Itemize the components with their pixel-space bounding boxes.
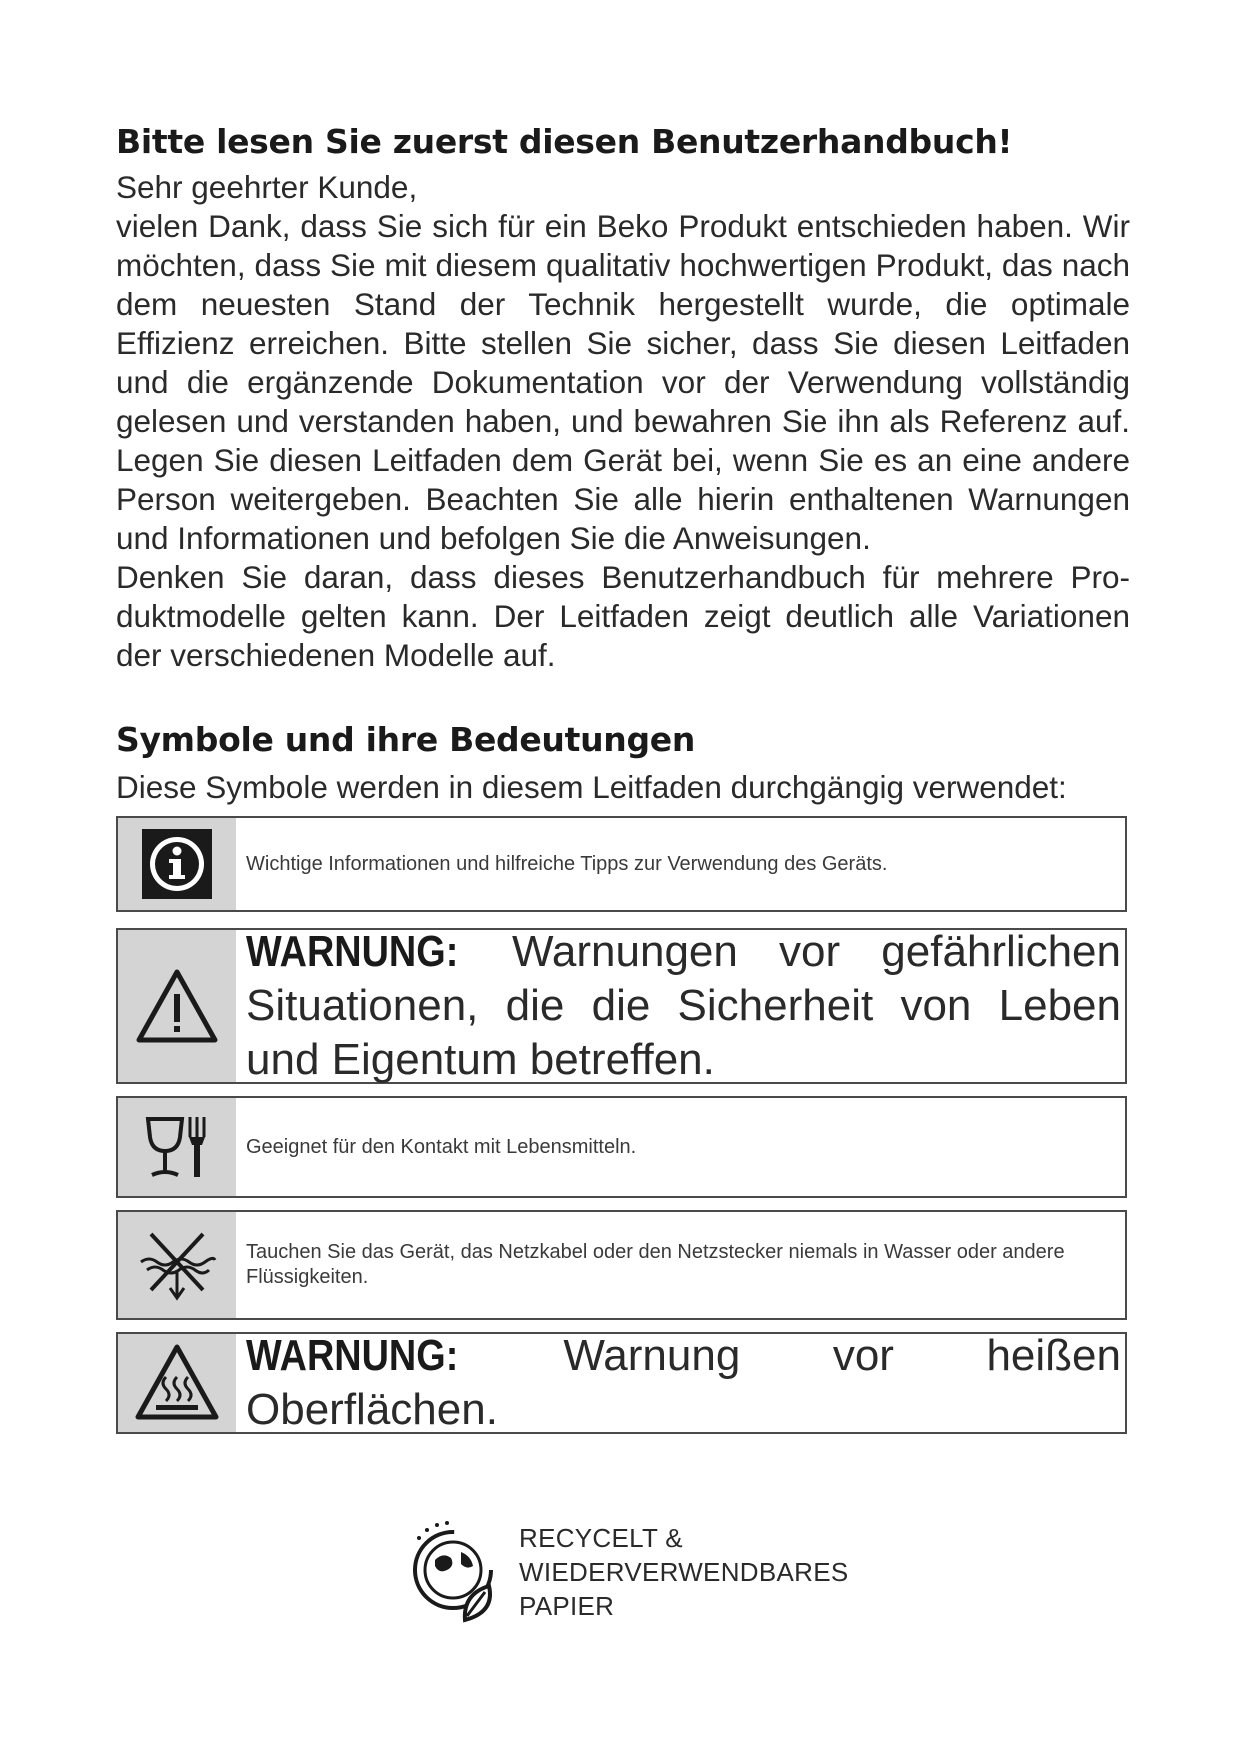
warning-triangle-icon: [135, 968, 219, 1044]
info-icon: [142, 829, 212, 899]
recycled-paper-icon: [405, 1516, 505, 1628]
symbol-cell: [118, 1212, 236, 1318]
hot-surface-icon: [134, 1343, 220, 1423]
recycled-paper-label: [519, 1521, 849, 1623]
warning-text: Warnung vor heißen Oberflächen.: [246, 1331, 1121, 1434]
symbol-cell: [118, 818, 236, 910]
no-water-immersion-icon: [137, 1228, 217, 1302]
symbol-row-food-safe: [116, 1096, 1127, 1198]
intro-text: [116, 168, 1130, 675]
manual-page: [116, 118, 1130, 807]
symbol-cell: [118, 1334, 236, 1432]
recycle-line-3: PAPIER: [519, 1591, 615, 1621]
symbol-row-warning: [116, 928, 1127, 1084]
symbol-description: [236, 1331, 1125, 1434]
symbol-description: Tauchen Sie das Gerät, das Netzkabel oder den Netzstecker niemals in Wasser oder andere Flüssigkeiten.: [246, 1241, 1065, 1288]
symbol-cell: [118, 930, 236, 1082]
food-safe-icon: [142, 1111, 212, 1183]
symbol-description: Geeignet für den Kontakt mit Lebensmitteln.: [246, 1135, 637, 1158]
intro-paragraph-2: Denken Sie daran, dass dieses Benutzerhandbuch für mehrere Produktmodelle gelten kann. Der Leitfaden zeigt deutlich alle Variationen der verschiedenen Modelle auf.: [116, 559, 1130, 673]
symbol-row-info: [116, 816, 1127, 912]
greeting: Sehr geehrter Kunde,: [116, 169, 418, 205]
symbol-row-hot-surface: [116, 1332, 1127, 1434]
recycled-paper-badge: [405, 1516, 849, 1628]
warning-label: WARNUNG:: [246, 1331, 459, 1380]
symbol-cell: [118, 1098, 236, 1196]
page-title: Bitte lesen Sie zuerst diesen Benutzerhandbuch!: [116, 122, 1013, 161]
warning-label: WARNUNG:: [246, 927, 459, 976]
symbol-description: [236, 927, 1125, 1084]
recycle-line-2: WIEDERVERWENDBARES: [519, 1557, 849, 1587]
symbols-lead: Diese Symbole werden in diesem Leitfaden durchgängig verwendet:: [116, 769, 1067, 805]
recycle-line-1: RECYCELT &: [519, 1523, 683, 1553]
warning-text: Warnungen vor gefährlichen Situationen, die die Sicherheit von Leben und Eigentum betreffen.: [246, 927, 1121, 1084]
intro-paragraph-1: vielen Dank, dass Sie sich für ein Beko Produkt entschieden haben. Wir möchten, dass Sie mit diesem qualitativ hochwertigen Produkt, das nach dem neuesten Stand der Technik hergestellt wurde, die optimale Effizienz erreichen. Bitte stellen Sie sicher, dass Sie diesen Leitfaden und die ergänzende Dokumentation vor der Verwendung vollständig gelesen und verstanden haben, und bewahren Sie ihn als Referenz auf. Legen Sie diesen Leitfaden dem Gerät bei, wenn Sie es an eine andere Person weitergeben. Beachten Sie alle hierin enthaltenen Warnungen und Informationen und befolgen Sie die Anweisungen.: [116, 208, 1130, 556]
symbol-row-no-immersion: [116, 1210, 1127, 1320]
symbols-heading: Symbole und ihre Bedeutungen: [116, 720, 696, 759]
symbol-description: Wichtige Informationen und hilfreiche Tipps zur Verwendung des Geräts.: [246, 852, 888, 875]
